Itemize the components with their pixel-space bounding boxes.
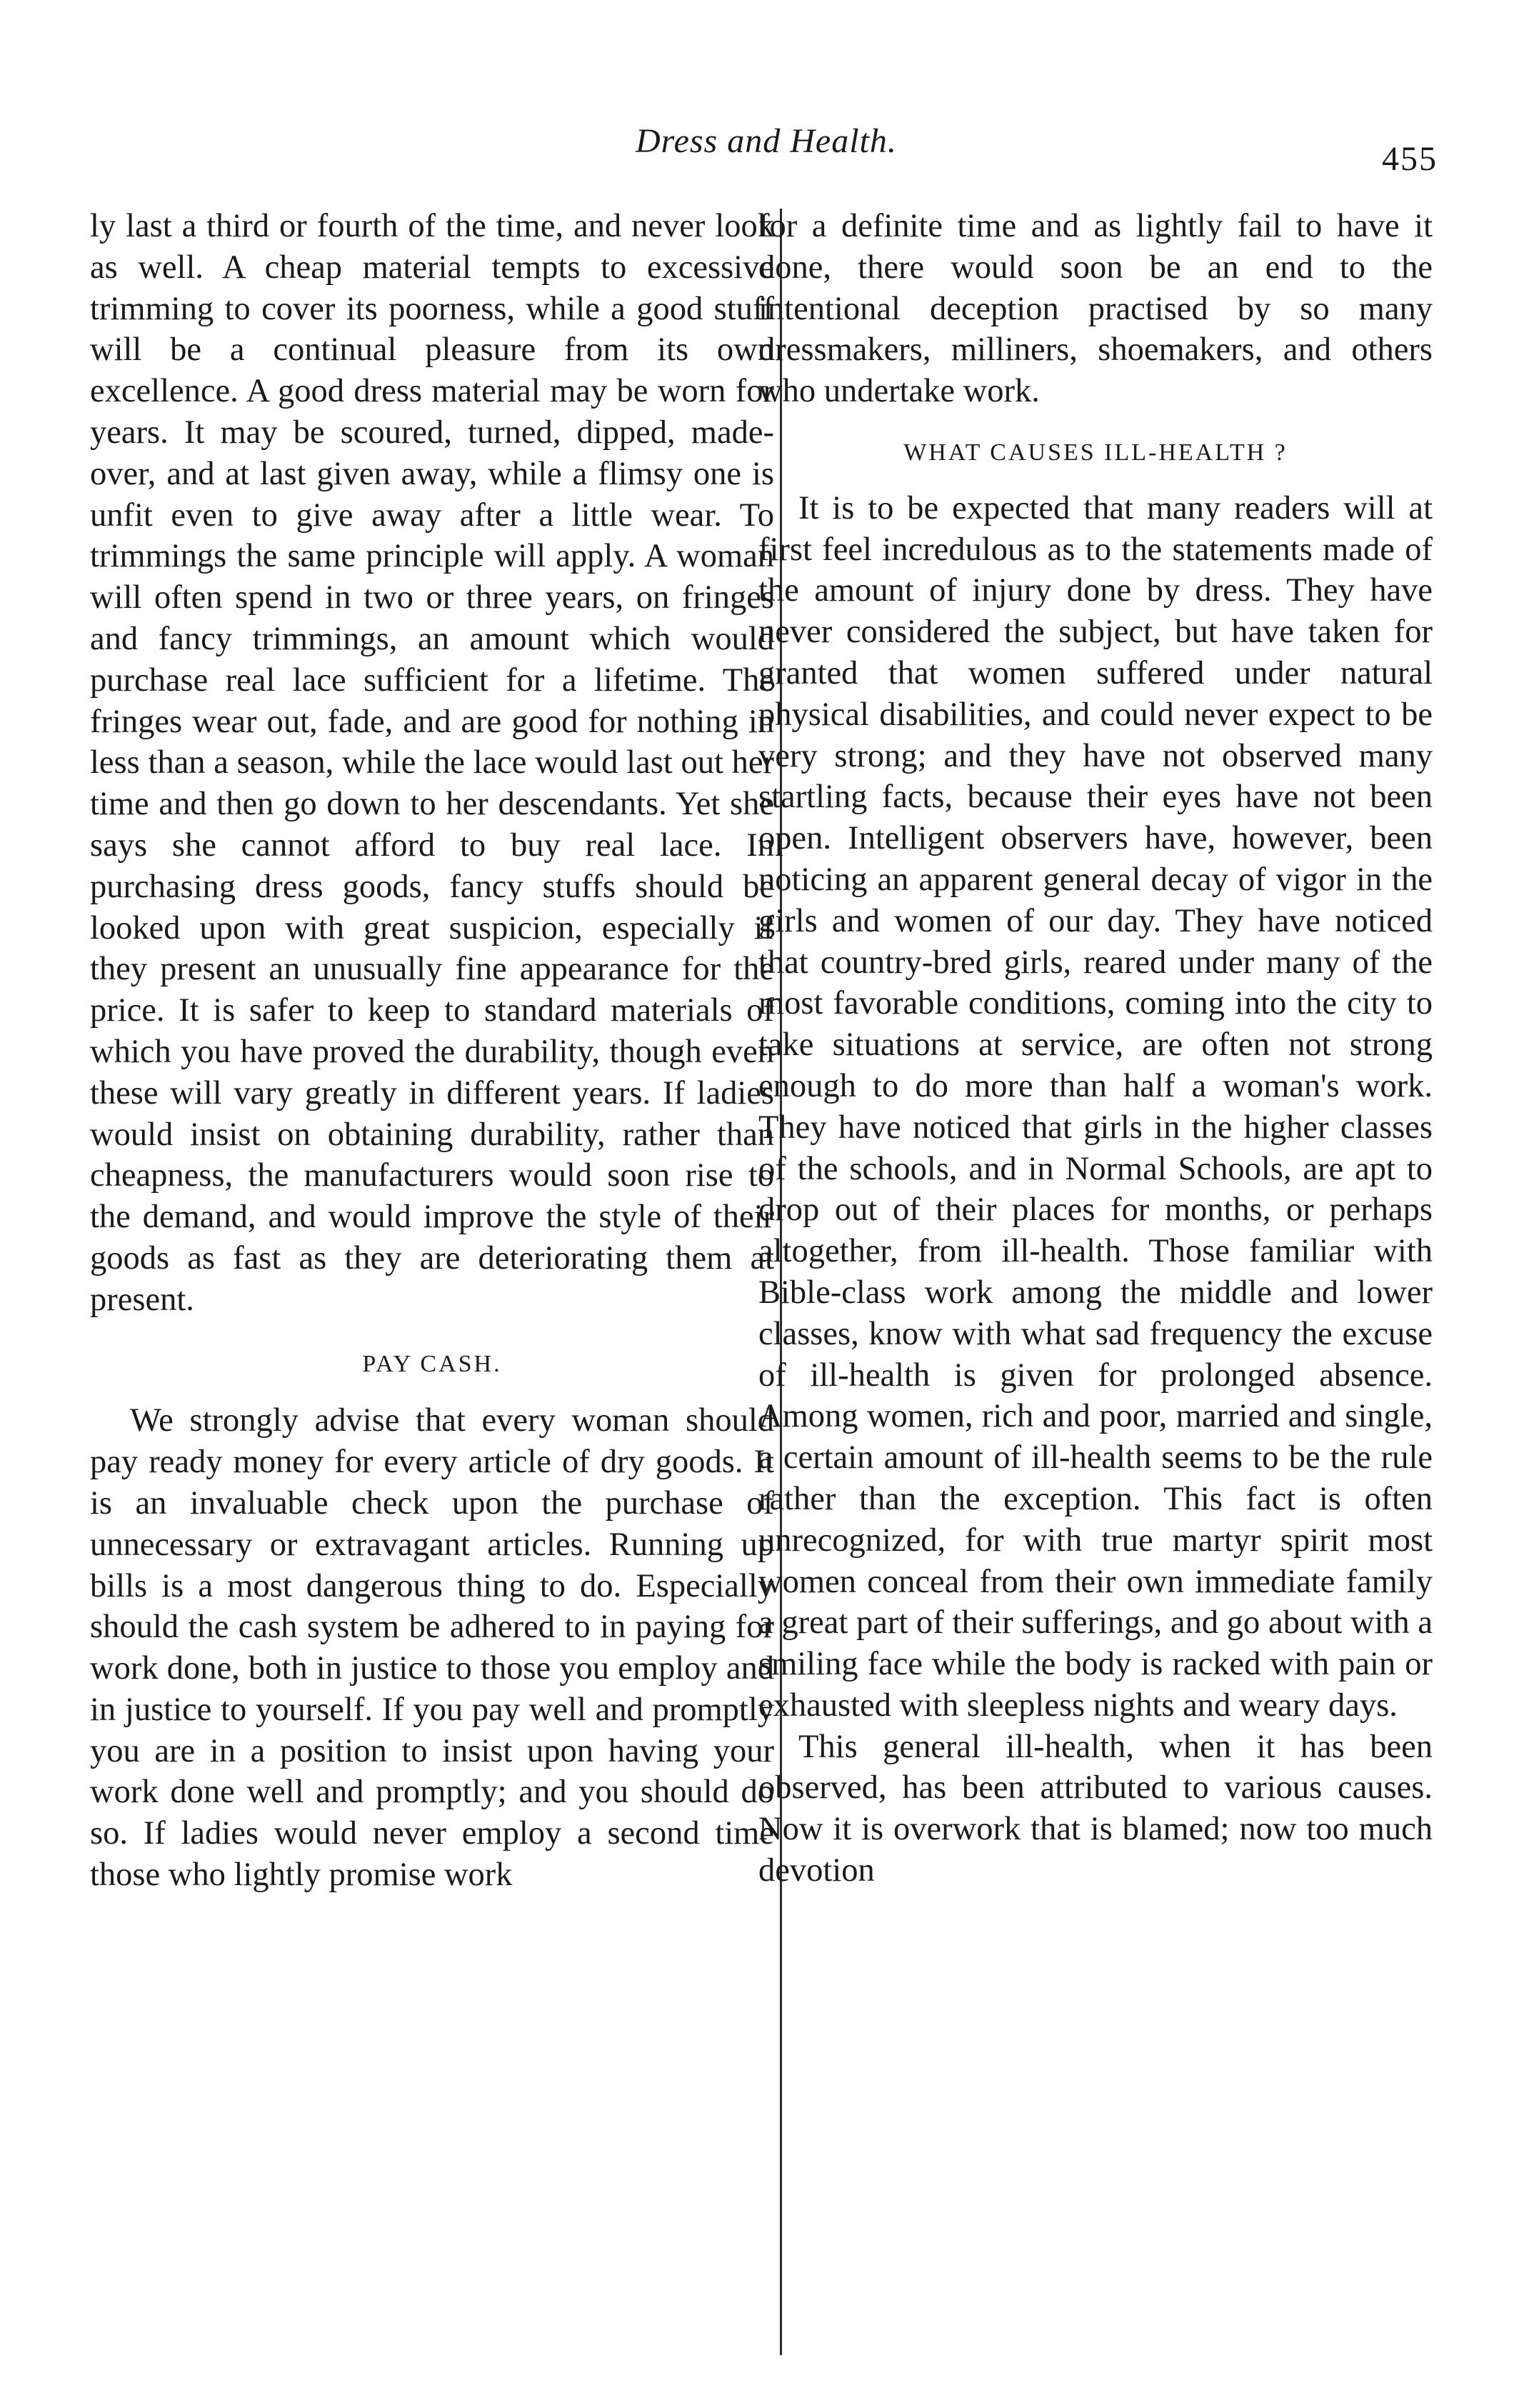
- right-paragraph-2: It is to be expected that many readers will at first feel incredulous as to the statements made of the amount of injury done by dress. They have never considered the subject, but have taken for granted that women suffered under natural physical disabilities, and could never expect to be very strong; and they have not observed many startling facts, because their eyes have not been open. Intelligent observers have, however, been noticing an apparent general decay of vigor in the girls and women of our day. They have noticed that country-bred girls, reared under many of the most favorable conditions, coming into the city to take situations at service, are often not strong enough to do more than half a woman's work. They have noticed that girls in the higher classes of the schools, and in Normal Schools, are apt to drop out of their places for months, or perhaps altogether, from ill-health. Those familiar with Bible-class work among the middle and lower classes, know with what sad frequency the excuse of ill-health is given for prolonged absence. Among women, rich and poor, married and single, a certain amount of ill-health seems to be the rule rather than the exception. This fact is often unrecognized, for with true martyr spirit most women conceal from their own immediate family a great part of their sufferings, and go about with a smiling face while the body is racked with pain or exhausted with sleepless nights and weary days.: [758, 489, 1433, 1724]
- section-heading-pay-cash: PAY CASH.: [362, 1350, 502, 1377]
- left-column: [90, 206, 774, 1896]
- page-number: 455: [1382, 140, 1438, 178]
- right-paragraph-1: for a definite time and as lightly fail to have it done, there would soon be an end to the intentional deception practised by so many dressmakers, milliners, shoemakers, and others who undertake work.: [758, 208, 1433, 410]
- left-paragraph-1: ly last a third or fourth of the time, and never look as well. A cheap material tempts to excessive trimming to cover its poorness, while a good stuff will be a continual pleasure from its own excellence. A good dress material may be worn for years. It may be scoured, turned, dipped, made-over, and at last given away, while a flimsy one is unfit even to give away after a little wear. To trimmings the same principle will apply. A woman will often spend in two or three years, on fringes and fancy trimmings, an amount which would purchase real lace sufficient for a lifetime. The fringes wear out, fade, and are good for nothing in less than a season, while the lace would last out her time and then go down to her descendants. Yet she says she cannot afford to buy real lace. In purchasing dress goods, fancy stuffs should be looked upon with great suspicion, especially if they present an unusually fine appearance for the price. It is safer to keep to standard materials of which you have proved the durability, though even these will vary greatly in different years. If ladies would insist on obtaining durability, rather than cheapness, the manufacturers would soon rise to the demand, and would improve the style of their goods as fast as they are deteriorating them at present.: [90, 208, 774, 1318]
- running-title: Dress and Health.: [636, 122, 897, 160]
- left-paragraph-2: We strongly advise that every woman should pay ready money for every article of dry goods. It is an invaluable check upon the purchase of unnecessary or extravagant articles. Running up bills is a most dangerous thing to do. Especially should the cash system be adhered to in paying for work done, both in justice to those you employ and in justice to yourself. If you pay well and promptly you are in a position to insist upon having your work done well and promptly; and you should do so. If ladies would never employ a second time those who lightly promise work: [90, 1402, 774, 1894]
- section-heading-ill-health: WHAT CAUSES ILL-HEALTH ?: [903, 439, 1288, 466]
- running-head: [0, 121, 1524, 178]
- right-paragraph-3: This general ill-health, when it has been observed, has been attributed to various causes. Now it is overwork that is blamed; now too much devotion: [758, 1728, 1433, 1889]
- right-column: [758, 206, 1433, 1892]
